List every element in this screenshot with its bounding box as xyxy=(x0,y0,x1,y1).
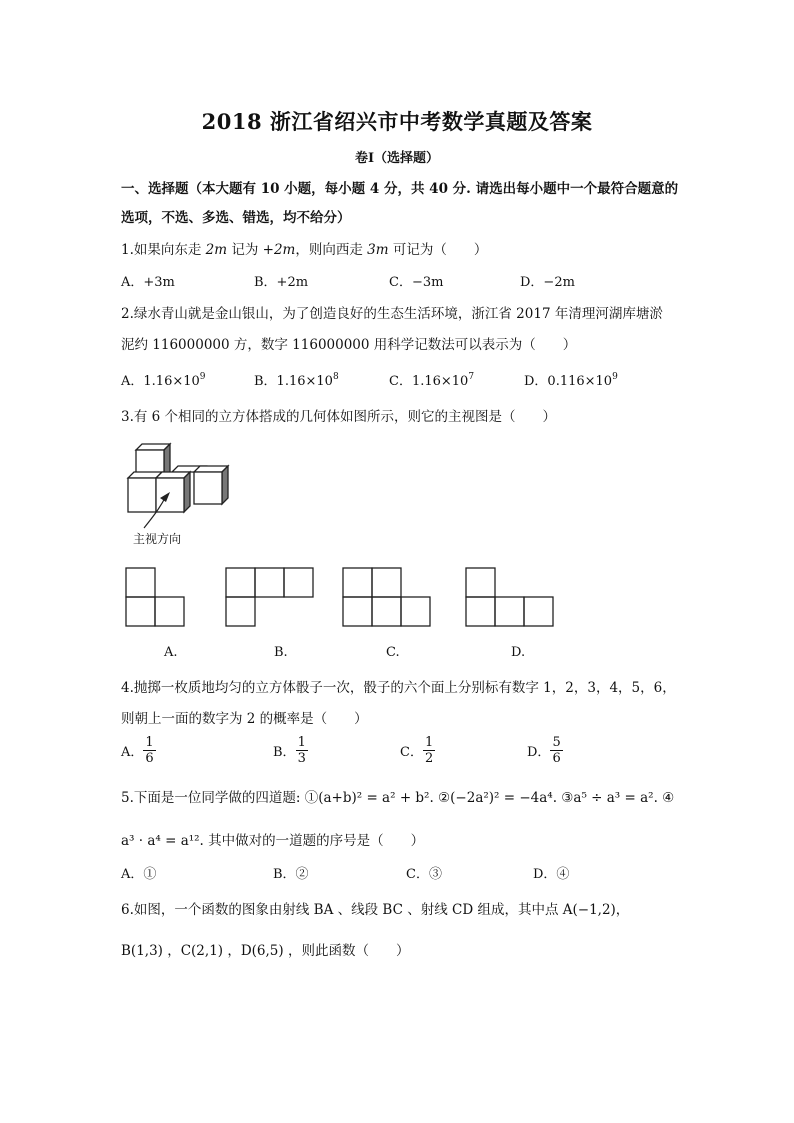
q4-option-c xyxy=(400,735,435,766)
q2-option-a xyxy=(121,370,206,389)
question-5-line1: 5.下面是一位同学做的四道题: ①(a+b)² = a² + b². ②(−2a²)² = −4a⁴. ③a⁵ ÷ a³ = a². ④ xyxy=(121,790,675,806)
q2-option-d-base: D．0.116×10 xyxy=(524,374,613,389)
q4-option-c-label: C． xyxy=(400,745,423,760)
q3-option-d-label: D. xyxy=(511,645,526,660)
q4-option-c-denominator: 2 xyxy=(424,751,434,766)
question-5-line2: a³ · a⁴ = a¹². 其中做对的一道题的序号是（ ） xyxy=(121,833,425,849)
question-3-line1: 3.有 6 个相同的立方体搭成的几何体如图所示，则它的主视图是（ ） xyxy=(121,409,557,425)
q2-option-b-base: B．1.16×10 xyxy=(254,374,333,389)
q1-option-d: D．−2m xyxy=(520,275,575,290)
q1-text-c: 记为 xyxy=(227,242,263,258)
q1-option-a: A．+3m xyxy=(121,275,175,290)
q1-option-c: C．−3m xyxy=(389,275,444,290)
question-6-line2: B(1,3) ，C(2,1) ，D(6,5) ，则此函数（ ） xyxy=(121,943,410,959)
q4-option-d-numerator: 5 xyxy=(552,735,561,750)
q3-option-a-label: A. xyxy=(164,645,178,660)
section-heading-line1: 一、选择题（本大题有 10 小题，每小题 4 分，共 40 分. 请选出每小题中一个最符合题意的 xyxy=(121,181,679,197)
q5-option-a: A．① xyxy=(121,867,157,882)
q1-text-f: 3m xyxy=(367,242,389,258)
question-4-line1: 4.抛掷一枚质地均匀的立方体骰子一次，骰子的六个面上分别标有数字 1，2，3，4，5，6， xyxy=(121,680,676,696)
q4-option-b xyxy=(273,735,308,766)
q1-option-b: B．+2m xyxy=(254,275,309,290)
q4-option-a xyxy=(121,735,156,766)
q3-option-b-label: B. xyxy=(274,645,288,660)
question-1 xyxy=(121,238,487,258)
q2-option-c-base: C．1.16×10 xyxy=(389,374,469,389)
section-heading-line2: 选项，不选、多选、错选，均不给分） xyxy=(121,210,351,226)
q3-option-c-label: C. xyxy=(386,645,400,660)
q4-option-d xyxy=(527,735,563,766)
q5-option-c: C．③ xyxy=(406,867,442,882)
q1-text-d: +2m xyxy=(262,242,296,258)
q4-option-b-denominator: 3 xyxy=(297,751,306,766)
q2-option-c xyxy=(389,370,474,389)
q1-text-a: 1.如果向东走 xyxy=(121,242,206,258)
question-2-line2: 泥约 116000000 方，数字 116000000 用科学记数法可以表示为（ ） xyxy=(121,337,577,353)
question-2-line1: 2.绿水青山就是金山银山，为了创造良好的生态生活环境，浙江省 2017 年清理河湖库塘淤 xyxy=(121,306,663,322)
q2-option-b xyxy=(254,370,339,389)
question-4-line2: 则朝上一面的数字为 2 的概率是（ ） xyxy=(121,711,368,727)
q3-option-c-figure xyxy=(341,566,433,628)
q4-option-a-numerator: 1 xyxy=(145,735,154,750)
q4-option-a-denominator: 6 xyxy=(145,751,154,766)
question-6-line1: 6.如图，一个函数的图象由射线 BA 、线段 BC 、射线 CD 组成，其中点 A(−1,2)， xyxy=(121,902,630,918)
q2-option-c-exp: 7 xyxy=(468,372,475,382)
q1-text-g: 可记为（ ） xyxy=(388,242,488,258)
document-title: 2018 浙江省绍兴市中考数学真题及答案 xyxy=(201,109,593,134)
q2-option-d xyxy=(524,370,618,389)
q5-option-b: B．② xyxy=(273,867,309,882)
q5-option-d: D．④ xyxy=(533,867,570,882)
q2-option-d-exp: 9 xyxy=(612,372,618,382)
q4-option-d-denominator: 6 xyxy=(552,751,561,766)
q4-option-a-label: A． xyxy=(121,745,144,760)
q4-option-b-numerator: 1 xyxy=(297,735,306,750)
q2-option-a-exp: 9 xyxy=(199,372,206,382)
q1-text-b: 2m xyxy=(205,242,228,258)
q4-option-c-numerator: 1 xyxy=(424,735,434,750)
q4-option-b-label: B． xyxy=(273,745,296,760)
q4-option-d-label: D． xyxy=(527,745,551,760)
q2-option-a-base: A．1.16×10 xyxy=(121,374,200,389)
q3-option-a-figure xyxy=(124,566,188,628)
q1-text-e: ，则向西走 xyxy=(295,242,368,258)
q3-option-d-figure xyxy=(464,566,556,628)
q2-option-b-exp: 8 xyxy=(332,372,339,382)
paper-subtitle: 卷Ⅰ（选择题） xyxy=(354,151,440,166)
view-direction-label: 主视方向 xyxy=(133,532,182,546)
q3-option-b-figure xyxy=(224,566,316,628)
